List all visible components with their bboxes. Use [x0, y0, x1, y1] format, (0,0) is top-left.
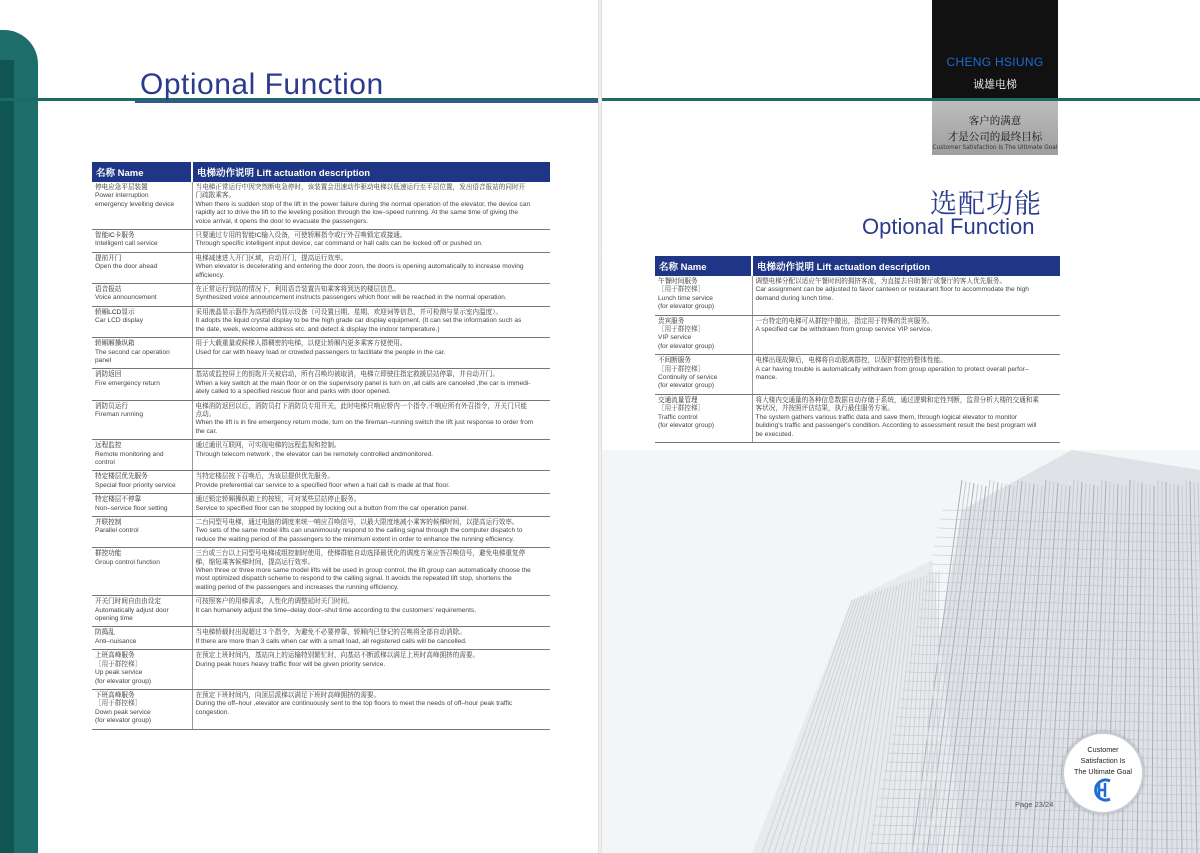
function-name-cn: 提前开门 — [95, 254, 122, 262]
description-cn: 当特定楼层按下召唤后，为该层提供优先服务。 — [195, 473, 334, 481]
function-name-cn: 并联控制 — [95, 519, 122, 526]
table-row — [92, 230, 550, 253]
function-name-en: Power interruption — [95, 192, 149, 200]
description-cn: 在预定上班时间内，基站向上的运输特别繁忙时，向基站不断派梯以满足上班时高峰拥挤的需要。 — [195, 652, 480, 660]
description-cn: 梯，缩短乘客候梯时间，提高运行效率。 — [195, 558, 315, 566]
table-row — [92, 517, 550, 548]
description-en: Two sets of the same model lifts can unanimously respond to the calling signal through the computer dispatch to — [195, 527, 523, 535]
description-en: building's traffic and passenger's condition. According to assessment result the best program will — [755, 422, 1037, 430]
table-row — [655, 276, 1060, 315]
function-name-en: VIP service — [658, 334, 692, 342]
function-name-en: Car LCD display — [95, 317, 144, 325]
function-name-cell — [92, 369, 192, 400]
header-name: 名称 Name — [655, 256, 752, 276]
description-cn: 二台同型号电梯，通过电脑的调度来统一响应召唤信号，以最大限度地减小乘客的候梯时间，以提高运行效率。 — [195, 519, 519, 526]
function-description-cell — [752, 315, 1060, 355]
left-function-table — [92, 162, 550, 730]
function-name-cn: 交通流量管理 — [658, 396, 698, 404]
function-name-cell — [92, 596, 192, 627]
function-description-cell — [192, 548, 550, 596]
function-name-cn: 开关门时间自由由设定 — [95, 598, 161, 606]
function-name-cn: 轿厢厢操纵箱 — [95, 340, 135, 348]
slogan-en: Customer Satisfaction Is The Ultimate Goal — [932, 145, 1058, 151]
description-en: Provide preferential car service to a specified floor when a hall call is made at that floor. — [195, 481, 450, 489]
description-en: When there is sudden stop of the lift in the power failure during the normal operation of the elevator, the device can — [195, 200, 531, 208]
brand-name-cn: 诚雄电梯 — [973, 78, 1017, 91]
description-en: be executed. — [755, 430, 794, 438]
function-name-en: opening time — [95, 615, 133, 623]
function-description-cell — [192, 627, 550, 650]
function-name-en: Traffic control — [658, 413, 698, 421]
function-description-cell — [752, 394, 1060, 442]
description-en: ately called to a specified rescue floor and parks with door opened. — [195, 388, 391, 396]
table-row — [92, 306, 550, 337]
function-name-cell — [92, 230, 192, 253]
description-en: Through specific intelligent input device, car command or hall calls can be locked off or pushed on. — [195, 240, 483, 248]
description-en: voice arrival, it opens the door to evacuate the passengers. — [195, 217, 369, 225]
function-name-en: ［用于群控梯］ — [658, 365, 705, 373]
function-name-en: Lunch time service — [658, 294, 713, 302]
table-row — [92, 338, 550, 369]
description-en: efficiency. — [195, 271, 225, 279]
description-en: A car having trouble is automatically withdrawn from group operation to protect overall perfor– — [755, 365, 1029, 373]
table-row — [92, 650, 550, 690]
description-cn: 可按照客户的用梯需求，人性化的调整延时关门时间。 — [195, 598, 354, 606]
function-name-cn: 群控功能 — [95, 550, 122, 558]
function-name-cell — [92, 338, 192, 369]
description-cn: 三台或三台以上同型号电梯成组控制时使用，使梯群能自动选择最优化的调度方案应答召唤信号，避免电梯重复停 — [195, 550, 526, 558]
function-name-cell — [92, 650, 192, 690]
function-name-en: Continuity of service — [658, 374, 718, 382]
function-name-en: (for elevator group) — [658, 422, 715, 430]
function-name-en: (for elevator group) — [658, 382, 715, 390]
function-description-cell — [192, 494, 550, 517]
description-en: most optimized dispatch scheme to respond to the calling signal. It avoids the repeated lift stop, shortens the — [195, 575, 512, 583]
table-row — [92, 252, 550, 283]
description-en: During peak hours heavy traffic floor will be given priority service. — [195, 660, 386, 668]
description-en: congestion. — [195, 708, 230, 716]
description-en: the date, week, welcome address etc. and detect & display the indoor temperature.) — [195, 325, 440, 333]
description-en: When three or three more same model lifts will be used in group control, the lift group can automatically choose the — [195, 567, 531, 575]
function-description-cell — [192, 284, 550, 307]
function-description-cell — [192, 517, 550, 548]
function-name-en: Up peak service — [95, 669, 143, 677]
function-name-en: Special floor priority service — [95, 481, 176, 489]
description-cn: 电梯减速进入开门区域，自动开门，提高运行效率。 — [195, 254, 348, 262]
description-cn: 将大楼内交通量的各种信息数据自动存储于系统，通过逻辑和定性判断，监督分析大楼的交通和乘 — [755, 396, 1040, 404]
right-function-table — [655, 256, 1060, 443]
slogan-cn-line2: 才是公司的最终目标 — [947, 131, 1043, 143]
description-en: mance. — [755, 374, 778, 382]
description-en: Through telecom network , the elevator can be remotely controlled andmonitored. — [195, 450, 434, 458]
description-en: When a key switch at the main floor or on the supervisory panel is turn on ,all calls are canceled ,the car is immedi- — [195, 379, 531, 387]
description-cn: 通过锁定轿厢操纵箱上的按钮，可对某些层站停止服务。 — [195, 496, 361, 504]
function-name-cn: 智能IC卡服务 — [95, 232, 135, 240]
function-description-cell — [192, 400, 550, 440]
function-name-en: ［用于群控梯］ — [95, 660, 142, 668]
function-name-en: Open the door ahead — [95, 263, 158, 271]
function-description-cell — [192, 230, 550, 253]
description-en: It adopts the liquid crystal display to be the high grade car display equipment. (It can set the information such as — [195, 317, 522, 325]
table-row — [655, 315, 1060, 355]
description-cn: 调整电梯分配以适应午餐时间的拥挤客流，为直接去自助餐厅或餐厅的客人优先服务。 — [755, 278, 1007, 285]
description-cn: 门疏散乘客。 — [195, 192, 236, 200]
function-name-cn: 午餐时间服务 — [658, 278, 698, 285]
description-en: Synthesized voice announcement instructs passengers which floor will be reached in the normal operation. — [195, 294, 507, 302]
function-name-cell — [655, 315, 752, 355]
description-cn: 用于大载重量或候梯人群稠密的电梯，以便让轿厢内更多乘客方便使用。 — [195, 340, 407, 348]
right-page-title-en: Optional Function — [862, 214, 1035, 239]
function-name-en: (for elevator group) — [658, 342, 715, 350]
function-name-cell — [92, 440, 192, 471]
function-name-en: (for elevator group) — [95, 717, 152, 725]
function-name-cell — [92, 252, 192, 283]
description-cn: 当电梯轿载时出现超过３个指令，为避免不必要停靠，轿厢内已登记的召唤将全部自动消除。 — [195, 629, 466, 637]
function-name-cell — [92, 400, 192, 440]
description-en: If there are more than 3 calls when car with a small load, all registered calls will be cancelled. — [195, 637, 467, 645]
description-cn: 通过通讯互联网，可实现电梯的远程监视和控制。 — [195, 442, 341, 450]
function-name-cn: 轿厢LCD显示 — [95, 308, 135, 316]
description-cn: 当电梯正常运行中因突然断电急停时，该装置会迅速动作驱动电梯以低速运行至平层位置，发出语音报站的同时开 — [195, 184, 526, 191]
function-name-en: Parallel control — [95, 527, 139, 535]
description-en: rapidly act to drive the lift to the leveling position through the low–speed running. At the same time of giving the — [195, 209, 519, 217]
description-cn: 电梯出现故障后，电梯将自动脱离群控，以保护群控的整体性能。 — [755, 357, 947, 365]
bubble-line1: Customer — [1087, 745, 1119, 754]
table-row — [655, 394, 1060, 442]
description-en: During the off–hour ,elevator are continuously sent to the top floors to meet the needs of off–hour peak traffic — [195, 700, 513, 708]
function-description-cell — [752, 276, 1060, 315]
function-name-cell — [92, 517, 192, 548]
function-name-cn: 下班高峰服务 — [95, 691, 135, 699]
function-name-cn: 远程监控 — [95, 442, 122, 450]
function-name-cell — [92, 306, 192, 337]
description-cn: 在正常运行到站的情况下，利用语音装置告知乘客将到达的楼层信息。 — [195, 286, 400, 294]
function-name-cn: 消防返回 — [95, 371, 122, 379]
function-name-en: Voice announcement — [95, 294, 157, 302]
left-page-title: Optional Function — [140, 68, 384, 101]
right-page-title-cn: 选配功能 — [930, 189, 1042, 220]
table-row — [92, 369, 550, 400]
function-description-cell — [192, 689, 550, 729]
table-row — [92, 400, 550, 440]
function-name-en: Non–service floor setting — [95, 504, 168, 512]
function-description-cell — [192, 182, 550, 230]
function-name-en: Fireman running — [95, 410, 144, 418]
description-en: Car assignment can be adjusted to favor canteen or restaurant floor to accommodate the high — [755, 286, 1029, 294]
function-name-cn: 停电应急平层装置 — [95, 184, 148, 191]
table-row — [92, 548, 550, 596]
description-en: the car. — [195, 427, 218, 435]
function-description-cell — [192, 596, 550, 627]
description-en: When elevator is decelerating and entering the door zoon, the doors is opening automatically to increase moving — [195, 263, 524, 271]
description-cn: 基站或监控屏上的钥匙开关被启动，所有召唤均被取消，电梯立即驶往指定救援层站停靠，并自动开门。 — [195, 371, 499, 379]
function-name-cn: 贵宾服务 — [658, 317, 685, 325]
table-row — [92, 596, 550, 627]
function-name-en: Remote monitoring and — [95, 450, 164, 458]
function-name-cn: 上班高峰服务 — [95, 652, 135, 660]
function-name-en: The second car operation — [95, 348, 170, 356]
function-name-en: ［用于群控梯］ — [658, 326, 705, 334]
function-name-en: panel — [95, 356, 112, 364]
description-cn: 点动。 — [195, 410, 216, 418]
function-description-cell — [192, 338, 550, 369]
function-name-cn: 语音报站 — [95, 286, 122, 294]
header-name: 名称 Name — [92, 162, 192, 182]
table-row — [92, 440, 550, 471]
function-name-cell — [92, 548, 192, 596]
page-number: Page 23/24 — [1015, 800, 1054, 809]
function-name-cell — [92, 284, 192, 307]
function-name-en: Anti–nuisance — [95, 637, 137, 645]
description-en: demand during lunch time. — [755, 294, 834, 302]
left-page-inner-stripe — [0, 60, 14, 853]
function-name-en: ［用于群控梯］ — [658, 405, 705, 413]
description-cn: 一台特定的电梯可从群控中撤出，指定用于特殊的贵宾服务。 — [755, 317, 934, 325]
description-en: waiting period of the passengers and increases the running efficiency. — [195, 583, 399, 591]
brand-name-en: CHENG HSIUNG — [946, 55, 1044, 69]
function-description-cell — [752, 355, 1060, 395]
function-name-cn: 特定楼层优先服务 — [95, 473, 148, 481]
slogan-cn-line1: 客户的满意 — [968, 115, 1022, 127]
description-cn: 采用液晶显示器作为高档轿内显示设备（可设置日期、星期、欢迎词等信息，并可检测与显示室内温度）。 — [195, 308, 503, 316]
function-name-cell — [92, 494, 192, 517]
table-row — [92, 182, 550, 230]
description-cn: 只要通过专用的智能IC输入设备，可使轿厢指令或厅外召唤锁定或接通。 — [195, 232, 407, 240]
description-en: When the lift is in fire emergency return mode, turn on the fireman–running switch the lift just response to order from — [195, 419, 534, 427]
description-cn: 电梯消防返回以后，消防员打下消防员专用开关，此时电梯只响应轿内一个指令,不响应所有外召指令，开关门只能 — [195, 402, 528, 410]
function-name-en: Group control function — [95, 558, 160, 566]
description-cn: 客状况，并按照评估结果，执行最佳服务方案。 — [755, 405, 894, 413]
function-name-cn: 消防员运行 — [95, 402, 128, 410]
table-row — [92, 471, 550, 494]
function-description-cell — [192, 471, 550, 494]
function-name-en: emergency levelling device — [95, 200, 175, 208]
description-cn: 在预定下班时间内，向顶层派梯以满足下班时高峰拥挤的需要。 — [195, 691, 381, 699]
function-name-en: ［用于群控梯］ — [658, 286, 705, 294]
table-row — [92, 494, 550, 517]
function-name-en: (for elevator group) — [658, 303, 715, 311]
function-name-en: ［用于群控梯］ — [95, 700, 142, 708]
table-header-row — [655, 256, 1060, 276]
function-name-cell — [92, 689, 192, 729]
function-name-cell — [92, 627, 192, 650]
function-name-en: Down peak service — [95, 708, 151, 716]
table-header-row — [92, 162, 550, 182]
bubble-line3: The Ultimate Goal — [1074, 767, 1132, 776]
left-table-body — [92, 182, 550, 729]
function-name-cell — [655, 355, 752, 395]
table-row — [92, 627, 550, 650]
function-name-cn: 特定楼层不停靠 — [95, 496, 142, 504]
function-name-en: (for elevator group) — [95, 677, 152, 685]
function-name-cn: 防捣乱 — [95, 629, 115, 637]
function-name-cell — [92, 182, 192, 230]
function-name-cell — [92, 471, 192, 494]
function-name-en: control — [95, 458, 115, 466]
bubble-line2: Satisfaction Is — [1080, 756, 1126, 765]
header-description: 电梯动作说明 Lift actuation description — [752, 256, 1060, 276]
description-en: It can humanely adjust the time–delay door–shut time according to the customers' requirements. — [195, 606, 477, 614]
description-en: Service to specified floor can be stopped by locking out a button from the car operation panel. — [195, 504, 469, 512]
function-description-cell — [192, 252, 550, 283]
function-name-cn: 不间断服务 — [658, 357, 691, 365]
table-row — [92, 284, 550, 307]
function-name-en: Intelligent call service — [95, 240, 158, 248]
function-name-cell — [655, 276, 752, 315]
function-name-en: Automatically adjust door — [95, 606, 169, 614]
header-description: 电梯动作说明 Lift actuation description — [192, 162, 550, 182]
function-name-en: Fire emergency return — [95, 379, 160, 387]
function-description-cell — [192, 306, 550, 337]
function-description-cell — [192, 440, 550, 471]
function-description-cell — [192, 369, 550, 400]
right-table-body — [655, 276, 1060, 442]
description-en: reduce the waiting period of the passengers to the minimum extent in order to enhance the running efficiency. — [195, 535, 515, 543]
table-row — [655, 355, 1060, 395]
description-en: The system gathers various traffic data and save them, through logical elevator to monitor — [755, 413, 1018, 421]
company-logo-icon — [1090, 777, 1118, 803]
table-row — [92, 689, 550, 729]
function-name-cell — [655, 394, 752, 442]
function-description-cell — [192, 650, 550, 690]
description-en: A specified car be withdrawn from group service VIP service. — [755, 326, 933, 334]
description-en: Used for car with heavy load or crowded passengers to facilitate the people in the car. — [195, 348, 446, 356]
